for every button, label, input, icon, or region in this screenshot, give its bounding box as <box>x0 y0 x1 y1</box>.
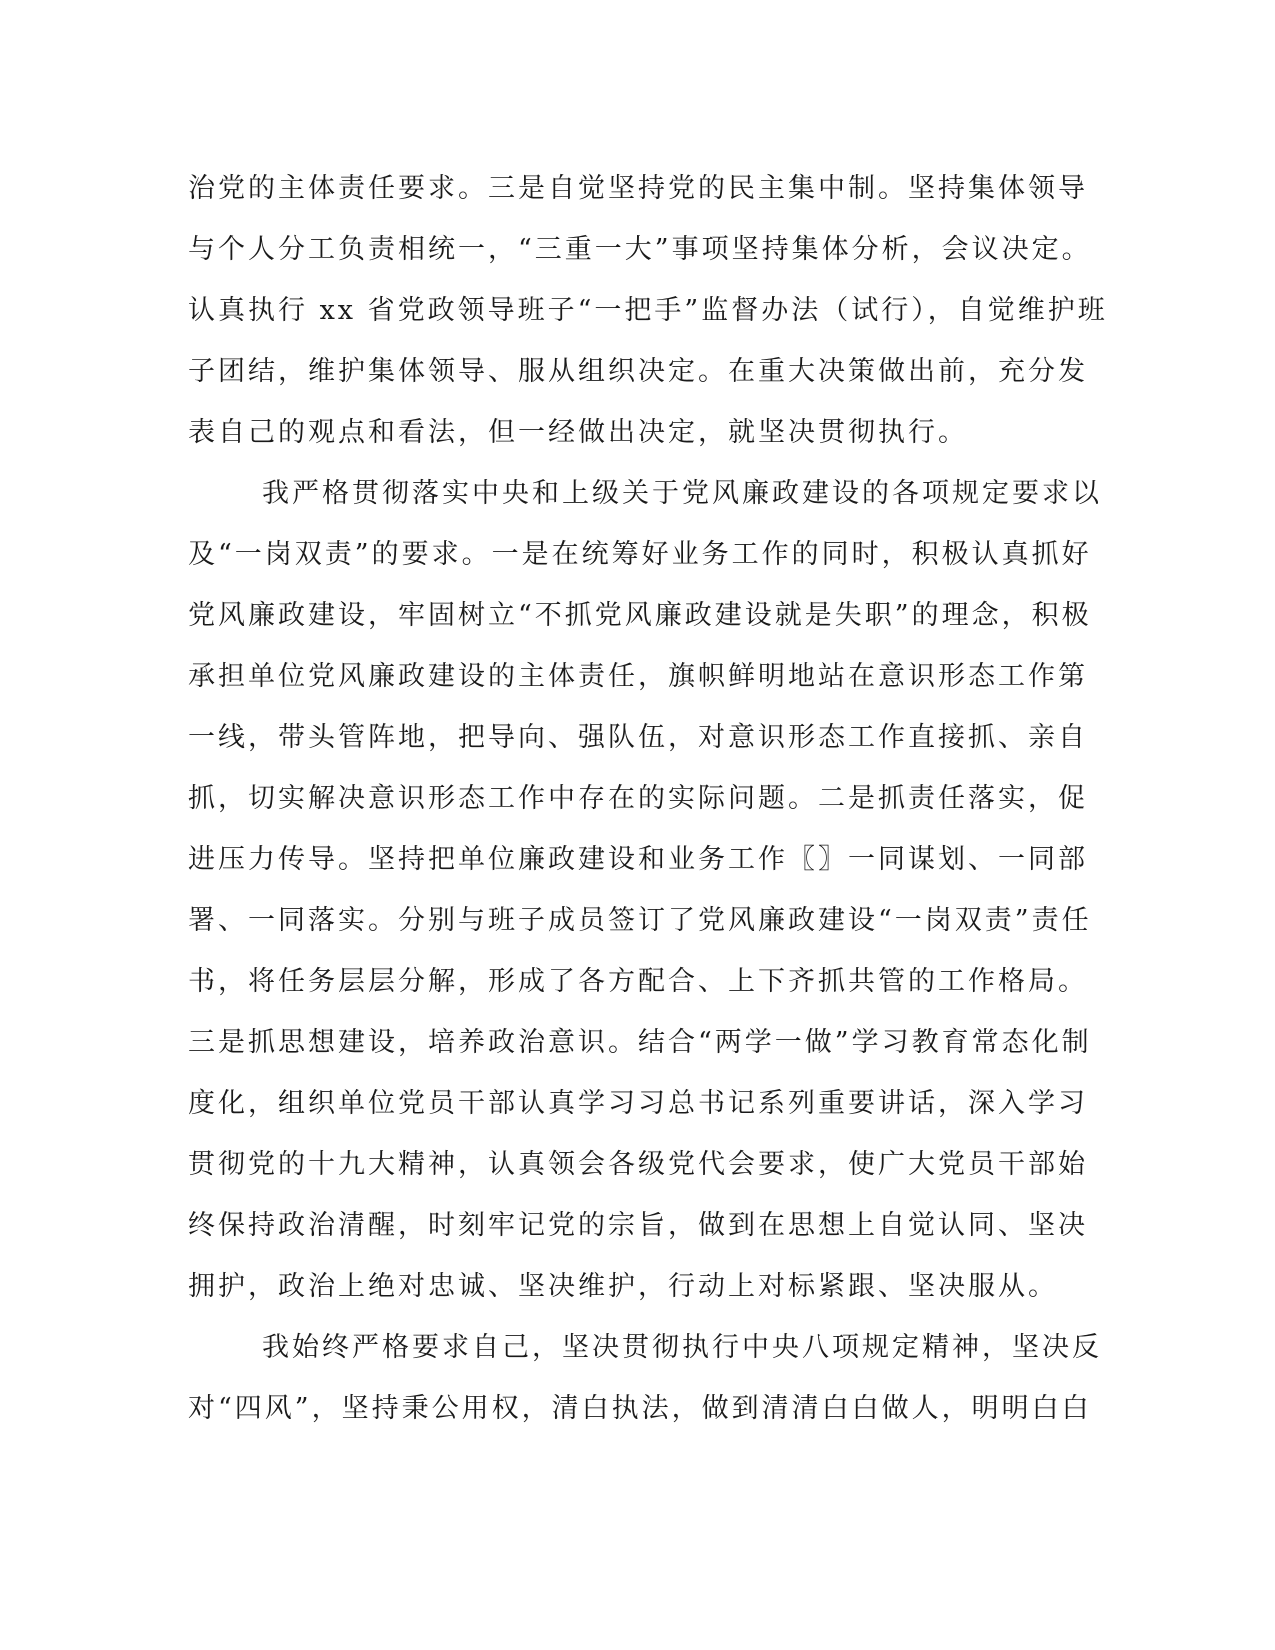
text-line: 一线，带头管阵地，把导向、强队伍，对意识形态工作直接抓、亲自 <box>188 722 1088 753</box>
text-line: 表自己的观点和看法，但一经做出决定，就坚决贯彻执行。 <box>188 417 968 448</box>
text-line: 与个人分工负责相统一，“三重一大”事项坚持集体分析，会议决定。 <box>188 234 1092 265</box>
text-line: 认真执行 xx 省党政领导班子“一把手”监督办法（试行），自觉维护班 <box>188 295 1108 326</box>
text-line: 署、一同落实。分别与班子成员签订了党风廉政建设“一岗双责”责任 <box>188 905 1092 936</box>
paragraph-start-line: 我始终严格要求自己，坚决贯彻执行中央八项规定精神，坚决反 <box>262 1332 1102 1363</box>
text-line: 拥护，政治上绝对忠诚、坚决维护，行动上对标紧跟、坚决服从。 <box>188 1271 1058 1302</box>
text-line: 子团结，维护集体领导、服从组织决定。在重大决策做出前，充分发 <box>188 356 1088 387</box>
text-line: 及“一岗双责”的要求。一是在统筹好业务工作的同时，积极认真抓好 <box>188 539 1092 570</box>
text-line: 度化，组织单位党员干部认真学习习总书记系列重要讲话，深入学习 <box>188 1088 1088 1119</box>
text-line: 三是抓思想建设，培养政治意识。结合“两学一做”学习教育常态化制 <box>188 1027 1092 1058</box>
text-line: 抓，切实解决意识形态工作中存在的实际问题。二是抓责任落实，促 <box>188 783 1088 814</box>
text-line: 承担单位党风廉政建设的主体责任，旗帜鲜明地站在意识形态工作第 <box>188 661 1088 692</box>
text-line: 党风廉政建设，牢固树立“不抓党风廉政建设就是失职”的理念，积极 <box>188 600 1092 631</box>
text-line: 对“四风”，坚持秉公用权，清白执法，做到清清白白做人，明明白白 <box>188 1393 1092 1424</box>
paragraph-start-line: 我严格贯彻落实中央和上级关于党风廉政建设的各项规定要求以 <box>262 478 1102 509</box>
body-text <box>188 158 1108 1439</box>
text-line: 治党的主体责任要求。三是自觉坚持党的民主集中制。坚持集体领导 <box>188 173 1088 204</box>
text-line: 进压力传导。坚持把单位廉政建设和业务工作〖〗一同谋划、一同部 <box>188 844 1088 875</box>
text-line: 书，将任务层层分解，形成了各方配合、上下齐抓共管的工作格局。 <box>188 966 1088 997</box>
text-line: 贯彻党的十九大精神，认真领会各级党代会要求，使广大党员干部始 <box>188 1149 1088 1180</box>
text-line: 终保持政治清醒，时刻牢记党的宗旨，做到在思想上自觉认同、坚决 <box>188 1210 1088 1241</box>
